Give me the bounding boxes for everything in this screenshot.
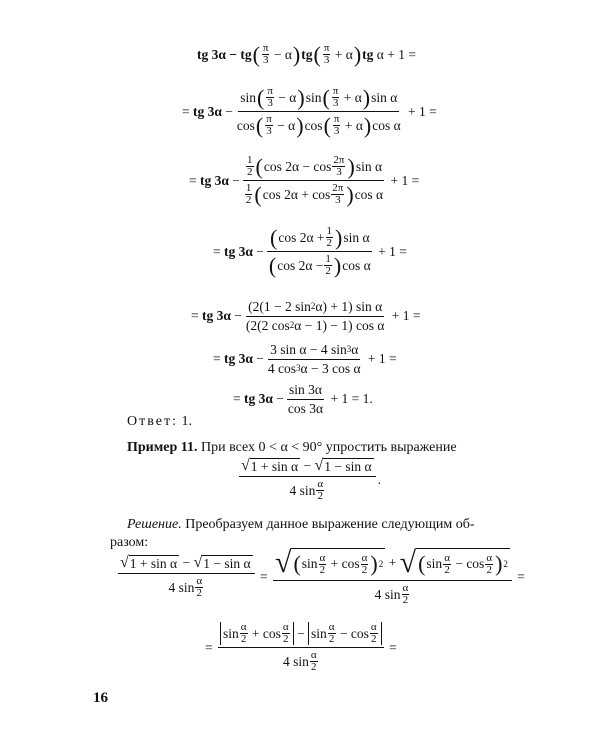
answer-value: 1. <box>181 414 192 429</box>
example-heading <box>127 440 457 456</box>
equation-line-7: = tg 3α − $\frac{\sin 3\alpha}{\cos 3\alpha}$ + 1 = 1. <box>233 382 373 416</box>
equation-line-3: = tg 3α − 1 2 ( cos 2α − cos 2π 3 ) sin α 1 2 ( cos 2α + cos 2π 3 ) cos α + 1 = <box>189 153 420 207</box>
equation-line-6: = tg 3α − 3 sin α − 4 sin 3 α 4 cos 3 α − 3 cos α + 1 = <box>213 342 397 376</box>
solution-equation-1: √ 1 + sin α − √ 1 − sin α 4 sin α 2 = √ ( sin α 2 + cos α 2 ) 2 + √ ( sin α 2 − cos α 2 ) 2 4 sin α 2 = <box>120 546 525 606</box>
solution-equation-2: = sin α 2 + cos α 2 − sin α 2 − cos α 2 4 sin α 2 = <box>205 621 397 673</box>
answer-label: Ответ: <box>127 414 178 429</box>
answer-line <box>127 414 192 430</box>
solution-text-line-1 <box>127 517 475 533</box>
page-number: 16 <box>93 690 108 706</box>
example-expression: √ 1 + sin α − √ 1 − sin α 4 sin α 2 . <box>241 457 381 502</box>
example-label: Пример 11. <box>127 440 198 455</box>
equation-line-4: = tg 3α − ( cos 2α + 1 2 ) sin α ( cos 2α − 1 2 ) cos α + 1 = <box>213 224 407 278</box>
equation-line-1: tg 3α − tg ( π 3 − α ) tg ( π 3 + α ) tg α + 1 = <box>197 41 416 67</box>
solution-label: Решение. <box>127 517 182 532</box>
solution-text-2: разом: <box>110 535 149 550</box>
equation-line-2: = tg 3α − sin ( π 3 − α ) sin ( π 3 + α ) sin α cos ( π 3 − α ) cos ( π 3 + α ) cos α + 1 = <box>182 84 437 138</box>
solution-text-1: Преобразуем данное выражение следующим об- <box>185 517 475 532</box>
example-text: При всех 0 < α < 90° упростить выражение <box>201 440 457 455</box>
equation-line-5: = tg 3α − (2(1 − 2 sin 2 α) + 1) sin α (2(2 cos 2 α − 1) − 1) cos α + 1 = <box>191 299 421 333</box>
